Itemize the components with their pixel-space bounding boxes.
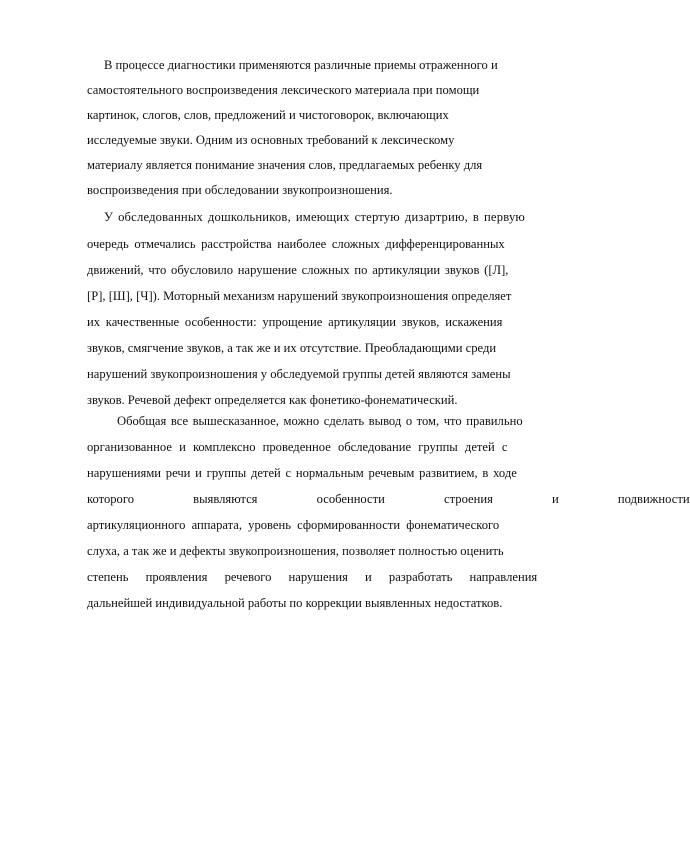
paragraph-3-line-5: артикуляционного аппарата, уровень сформированности фонематического [87,518,500,532]
paragraph-3-line-1: Обобщая все вышесказанное, можно сделать вывод о том, что правильно [117,414,523,428]
paragraph-1-line-5: материалу является понимание значения слов, предлагаемых ребенку для [87,158,483,172]
paragraph-2-line-2: очередь отмечались расстройства наиболее сложных дифференцированных [87,237,505,251]
paragraph-2-line-4: [Р], [Ш], [Ч]). Моторный механизм нарушений звукопроизношения определяет [87,289,512,303]
paragraph-2-line-5: их качественные особенности: упрощение артикуляции звуков, искажения [87,315,503,329]
paragraph-2-line-1: У обследованных дошкольников, имеющих стертую дизартрию, в первую [104,210,526,224]
paragraph-1-line-3: картинок, слогов, слов, предложений и чистоговорок, включающих [87,108,449,122]
paragraph-1-line-6: воспроизведения при обследовании звукопроизношения. [87,183,393,197]
paragraph-3-line-8: дальнейшей индивидуальной работы по коррекции выявленных недостатков. [87,596,503,610]
paragraph-3-line-3: нарушениями речи и группы детей с нормальным речевым развитием, в ходе [87,466,517,480]
paragraph-3-line-7: степень проявления речевого нарушения и разработать направления [87,570,538,584]
paragraph-2-line-6: звуков, смягчение звуков, а так же и их отсутствие. Преобладающими среди [87,341,497,355]
paragraph-2-line-3: движений, что обусловило нарушение сложных по артикуляции звуков ([Л], [87,263,509,277]
paragraph-2-line-8: звуков. Речевой дефект определяется как фонетико-фонематический. [87,393,458,407]
paragraph-1-line-4: исследуемые звуки. Одним из основных требований к лексическому [87,133,455,147]
paragraph-3-line-6: слуха, а так же и дефекты звукопроизношения, позволяет полностью оценить [87,544,504,558]
paragraph-3-line-4: которого выявляются особенности строения и подвижности [87,492,690,506]
paragraph-1-line-1: В процессе диагностики применяются различные приемы отраженного и [104,58,498,72]
paragraph-2-line-7: нарушений звукопроизношения у обследуемой группы детей являются замены [87,367,511,381]
paragraph-1-line-2: самостоятельного воспроизведения лексического материала при помощи [87,83,480,97]
paragraph-3-line-2: организованное и комплексно проведенное обследование группы детей с [87,440,508,454]
